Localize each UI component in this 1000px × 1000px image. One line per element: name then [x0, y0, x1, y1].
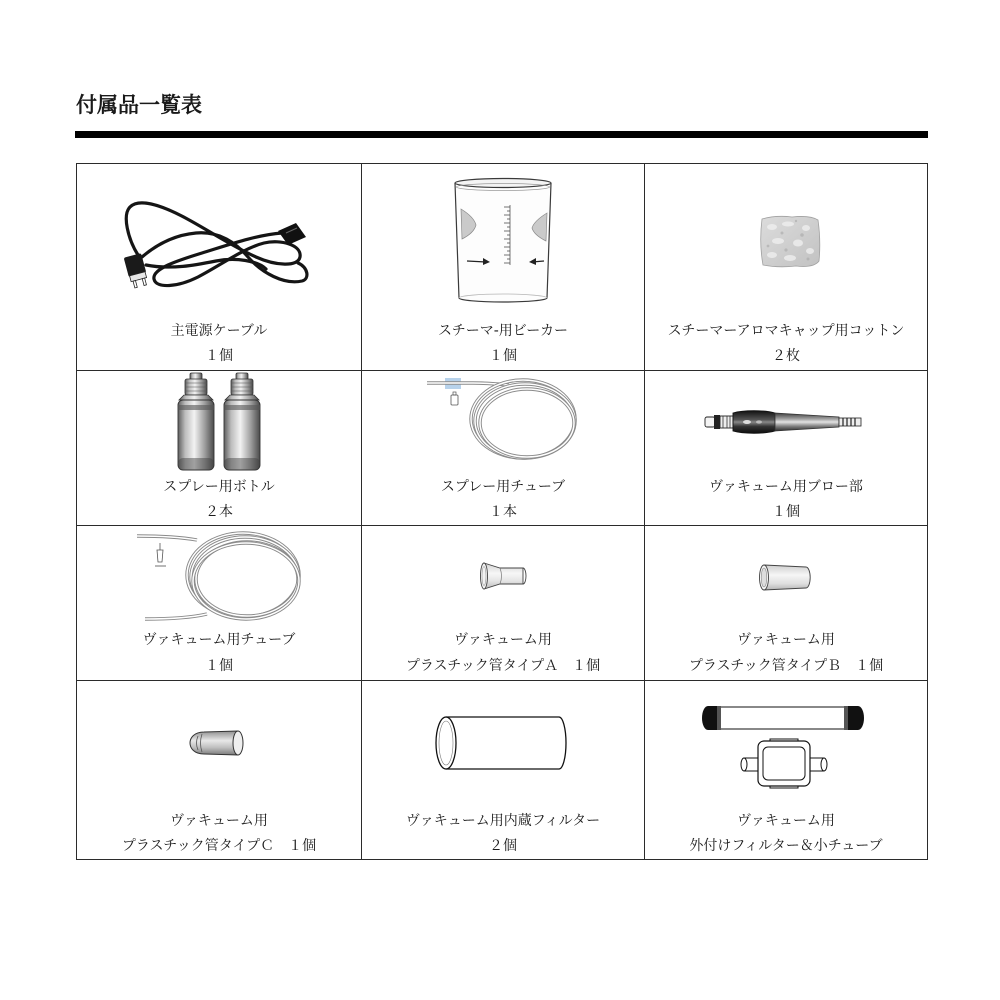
title-rule — [75, 131, 928, 138]
item-name: ヴァキューム用 — [737, 632, 835, 648]
item-name: ヴァキューム用内蔵フィルター — [405, 813, 601, 829]
item-quantity: １個 — [205, 658, 233, 674]
item-name-detail: プラスチック管タイプＡ １個 — [405, 658, 601, 674]
spray-bottle-icon — [172, 372, 268, 474]
page-title: 付属品一覧表 — [76, 93, 202, 117]
item-name: スプレー用チューブ — [440, 479, 566, 495]
accessory-cell-external-filter-tube — [645, 681, 928, 860]
item-name: ヴァキューム用 — [170, 813, 268, 829]
plastic-tube-a-icon — [479, 560, 527, 592]
item-name: ヴァキューム用チューブ — [142, 632, 296, 648]
accessory-cell-plastic-tube-a — [362, 526, 645, 681]
spray-tube-icon — [425, 376, 581, 462]
item-name: スチーマ-用ビーカー — [438, 323, 568, 339]
item-quantity: ２個 — [489, 838, 517, 854]
item-quantity: １個 — [489, 348, 517, 364]
item-quantity: １本 — [489, 504, 517, 520]
blow-nozzle-icon — [703, 403, 864, 442]
aroma-cotton-icon — [758, 213, 822, 270]
accessory-cell-beaker — [362, 164, 645, 371]
plastic-tube-c-icon — [188, 728, 247, 758]
item-quantity: １個 — [205, 348, 233, 364]
item-name: 主電源ケーブル — [170, 323, 268, 339]
item-name: ヴァキューム用 — [737, 813, 835, 829]
item-name-detail: プラスチック管タイプＣ １個 — [121, 838, 317, 854]
accessory-cell-power-cable — [77, 164, 362, 371]
accessories-table — [76, 163, 928, 860]
item-name: スチーマーアロマキャップ用コットン — [667, 323, 905, 339]
item-name-detail: 外付けフィルター＆小チューブ — [689, 838, 883, 854]
plastic-tube-b-icon — [758, 563, 812, 592]
accessory-cell-spray-bottle — [77, 371, 362, 526]
inner-filter-icon — [433, 714, 568, 772]
accessory-cell-vacuum-tube — [77, 526, 362, 681]
accessory-cell-spray-tube — [362, 371, 645, 526]
power-cable-icon — [116, 195, 310, 295]
item-name: スプレー用ボトル — [163, 479, 275, 495]
accessory-cell-blow-nozzle — [645, 371, 928, 526]
beaker-icon — [452, 177, 554, 304]
accessory-cell-aroma-cotton — [645, 164, 928, 371]
item-quantity: １個 — [772, 504, 800, 520]
item-name-detail: プラスチック管タイプＢ １個 — [688, 658, 884, 674]
item-quantity: ２本 — [205, 504, 233, 520]
accessory-cell-plastic-tube-b — [645, 526, 928, 681]
item-quantity: ２枚 — [772, 348, 800, 364]
accessory-cell-plastic-tube-c — [77, 681, 362, 860]
vacuum-tube-icon — [135, 530, 303, 626]
item-name: ヴァキューム用ブロー部 — [709, 479, 863, 495]
accessory-cell-inner-filter — [362, 681, 645, 860]
item-name: ヴァキューム用 — [454, 632, 552, 648]
external-filter-tube-icon — [700, 703, 866, 790]
